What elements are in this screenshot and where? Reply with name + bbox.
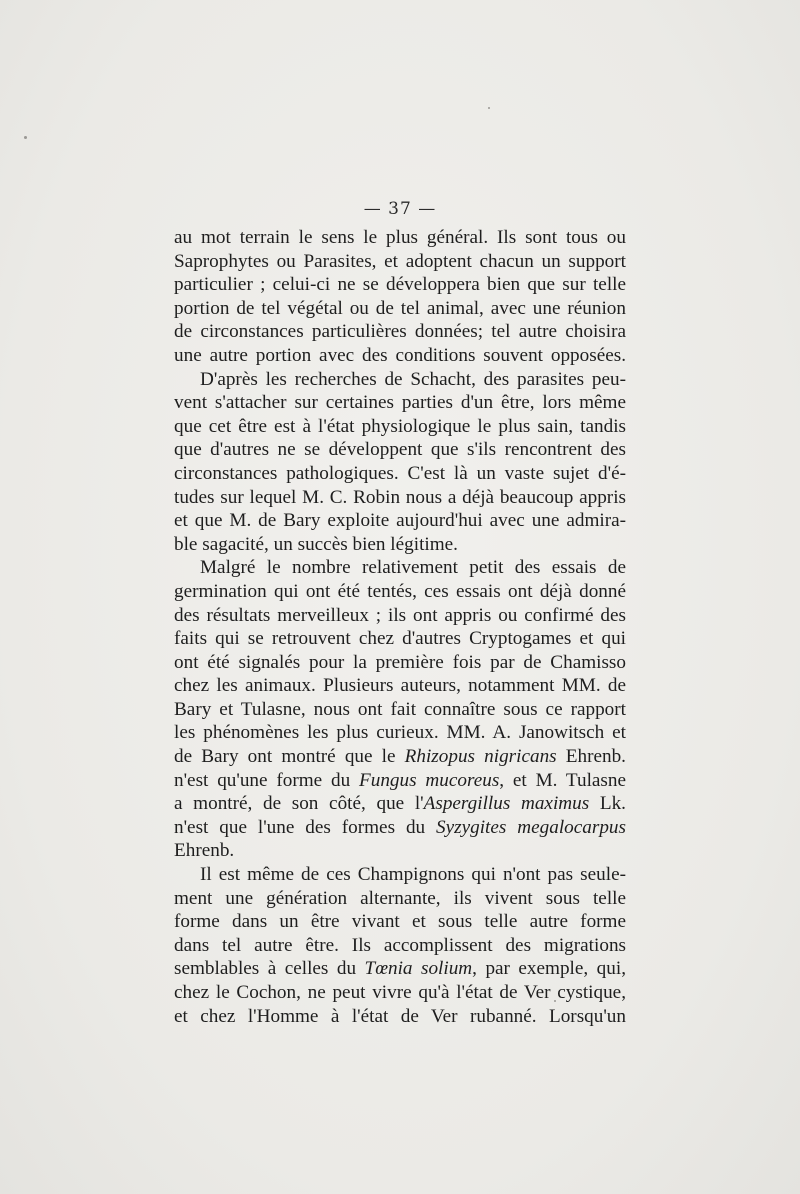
text-line [174,698,626,722]
text-line [174,627,626,651]
text-segment: chez les animaux. Plusieurs auteurs, notamment MM. de [174,675,626,697]
text-line [174,839,626,863]
text-segment: a montré, de son côté, que l' [174,793,424,815]
text-segment: circonstances pathologiques. C'est là un vaste sujet d'é- [174,462,626,484]
text-line [174,651,626,675]
text-segment: que d'autres ne se développent que s'ils rencontrent des [174,439,626,461]
text-line [174,934,626,958]
text-line [174,297,626,321]
text-line [174,533,626,557]
text-line [174,721,626,745]
text-line [174,816,626,840]
text-line [174,391,626,415]
text-segment: des résultats merveilleux ; ils ont appris ou confirmé des [174,604,626,626]
text-segment: Lk. [589,793,626,815]
text-segment: de Bary ont montré que le [174,746,405,768]
italic-taxon-name: Syzygites megalocarpus [436,816,626,838]
text-segment: portion de tel végétal ou de tel animal, avec une réunion [174,297,626,319]
text-line [174,1005,626,1029]
text-segment: faits qui se retrouvent chez d'autres Cryptogames et qui [174,628,626,650]
text-segment: une autre portion avec des conditions souvent opposées. [174,344,626,366]
text-segment: Malgré le nombre relativement petit des essais de [200,557,626,579]
italic-taxon-name: Aspergillus maximus [423,793,590,815]
text-segment: que cet être est à l'état physiologique le plus sain, tandis [174,415,626,437]
paper-speck [488,107,490,109]
text-segment: germination qui ont été tentés, ces essais ont déjà donné [174,580,626,602]
text-line [174,769,626,793]
text-line [174,250,626,274]
text-line [174,226,626,250]
text-segment: vent s'attacher sur certaines parties d'un être, lors même [174,392,626,414]
text-line [174,556,626,580]
text-line [174,863,626,887]
body-text [174,226,626,1028]
text-line [174,957,626,981]
text-line [174,462,626,486]
italic-taxon-name: Tœnia solium [364,958,473,980]
text-segment: Il est même de ces Champignons qui n'ont pas seule- [200,864,626,886]
text-segment: ment une génération alternante, ils vivent sous telle [174,887,626,909]
text-segment: dans tel autre être. Ils accomplissent des migrations [174,934,626,956]
text-line [174,320,626,344]
text-line [174,344,626,368]
text-line [174,910,626,934]
text-segment: , par exemple, qui, [472,958,626,980]
text-line [174,745,626,769]
text-segment: D'après les recherches de Schacht, des parasites peu- [200,368,626,390]
text-segment: chez le Cochon, ne peut vivre qu'à l'état de Ver cystique, [174,982,626,1003]
text-segment: semblables à celles du [174,958,365,980]
text-segment: les phénomènes les plus curieux. MM. A. Janowitsch et [174,722,626,744]
page-number: — 37 — [363,199,437,219]
text-line [174,580,626,604]
text-segment: Saprophytes ou Parasites, et adoptent chacun un support [174,250,626,272]
text-segment: forme dans un être vivant et sous telle autre forme [174,911,626,933]
text-segment: et que M. de Bary exploite aujourd'hui avec une admira- [174,510,626,532]
text-line [174,438,626,462]
text-line [174,509,626,533]
italic-taxon-name: Fungus mucoreus [359,769,500,791]
text-segment: au mot terrain le sens le plus général. Ils sont tous ou [174,227,626,248]
text-line [174,415,626,439]
text-line [174,486,626,510]
paper-speck [24,136,27,139]
text-segment: et chez l'Homme à l'état de Ver rubanné. Lorsqu'un [174,1005,626,1027]
italic-taxon-name: Rhizopus nigricans [404,746,557,768]
text-line [174,887,626,911]
text-segment: tudes sur lequel M. C. Robin nous a déjà beaucoup appris [174,486,626,508]
text-line [174,604,626,628]
text-segment: Ehrenb. [174,840,235,862]
text-line [174,981,626,1005]
text-segment: ble sagacité, un succès bien légitime. [174,533,458,555]
text-segment: , et M. Tulasne [499,769,626,791]
text-segment: n'est que l'une des formes du [174,816,437,838]
text-segment: de circonstances particulières données; tel autre choisira [174,321,626,343]
text-line [174,273,626,297]
text-line [174,368,626,392]
text-line [174,792,626,816]
text-segment: particulier ; celui-ci ne se développera bien que sur telle [174,274,626,296]
text-segment: Bary et Tulasne, nous ont fait connaître sous ce rapport [174,698,626,720]
text-segment: Ehrenb. [556,746,626,768]
text-line [174,674,626,698]
text-segment: ont été signalés pour la première fois par de Chamisso [174,651,626,673]
text-segment: n'est qu'une forme du [174,769,360,791]
